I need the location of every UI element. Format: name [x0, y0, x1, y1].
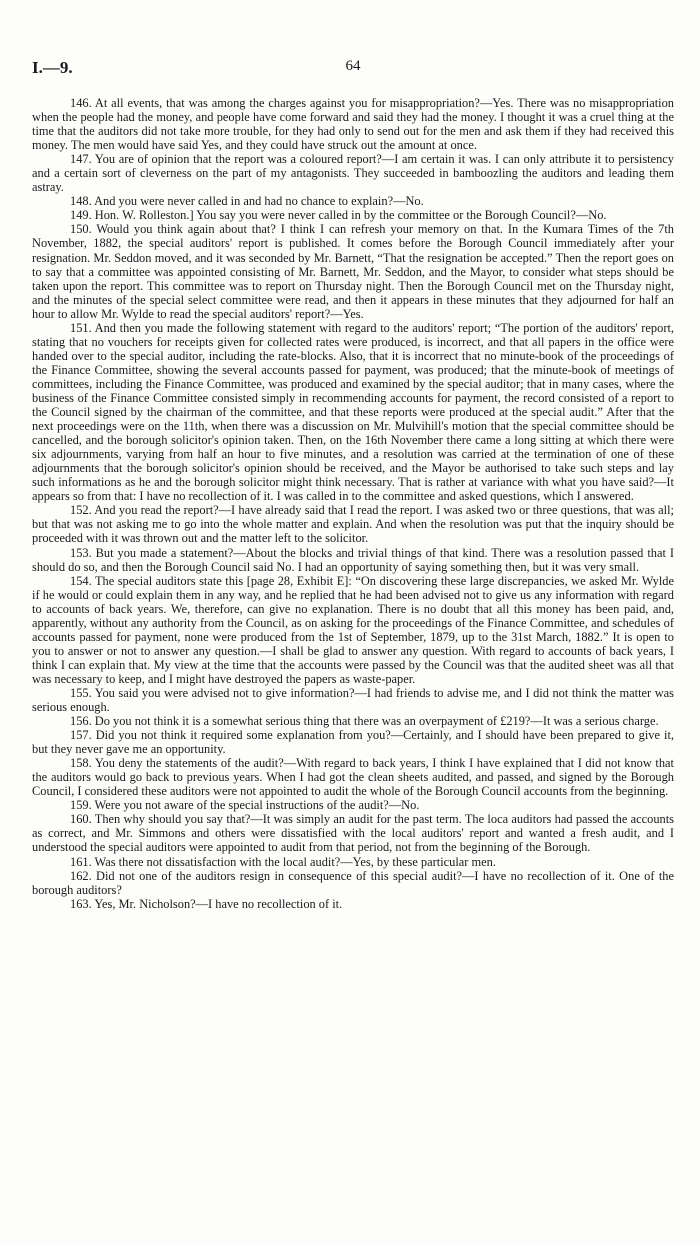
document-body: [32, 96, 674, 911]
page-number: 64: [345, 58, 361, 74]
paragraph-160: 160. Then why should you say that?—It was simply an audit for the past term. The loca auditors had passed the accounts as correct, and Mr. Simmons and others were dissatisfied with the local auditors' report and wanted a fresh audit, and I understood the special auditors were appointed to audit from that period, not from the beginning of the Borough.: [32, 812, 674, 855]
paragraph-146: 146. At all events, that was among the charges against you for misappropriation?—Yes. There was no misappropriation when the people had the money, and people have come forward and said they had the money. I thought it was a cruel thing at the time that the auditors did not take more trouble, for they had only to send out for the men and ask them if they had received this money. The men would have said Yes, and they could have struck out the amount at once.: [32, 96, 674, 153]
paragraph-153: 153. But you made a statement?—About the blocks and trivial things of that kind. There was a resolution passed that I should do so, and then the Borough Council said No. I had an opportunity of saying something then, but it was very small.: [32, 545, 674, 574]
paragraph-154: 154. The special auditors state this [page 28, Exhibit E]: “On discovering these large discrepancies, we asked Mr. Wylde if he would or could explain them in any way, and he replied that he had been advised not to give us any information with regard to accounts of back years. We, therefore, can give no explanation. There is no doubt that all this money has been paid, and, apparently, without any authority from the Council, as on asking for the proceedings of the Finance Committee, and schedules of accounts passed for payment, none were produced from the 1st of September, 1879, up to the 31st March, 1882.” It is open to you to answer or not to answer any question.—I shall be glad to answer any question. With regard to accounts of back years, I think I can explain that. My view at the time that the accounts were passed by the Council was that the audited sheet was all that was necessary to keep, and I might have destroyed the papers as waste-paper.: [32, 573, 674, 686]
paragraph-156: 156. Do you not think it is a somewhat serious thing that there was an overpayment of £219?—It was a serious charge.: [70, 714, 659, 729]
paragraph-152: 152. And you read the report?—I have already said that I read the report. I was asked two or three questions, that was all; but that was not asking me to go into the whole matter and explain. And when the resolution was put that the inquiry should be proceeded with it was thrown out and the matter left to the solicitor.: [32, 503, 674, 546]
paragraph-148: 148. And you were never called in and had no chance to explain?—No.: [70, 194, 424, 209]
paragraph-147: 147. You are of opinion that the report was a coloured report?—I am certain it was. I can only attribute it to persistency and a certain sort of cleverness on the part of my antagonists. They succeeded in bamboozling the auditors and leading them astray.: [32, 152, 674, 195]
paragraph-151: 151. And then you made the following statement with regard to the auditors' report; “The portion of the auditors' report, stating that no vouchers for receipts given for collected rates were produced, is incorrect, and that all papers in the office were handed over to the special auditor, including the rate-blocks. Also, that it is incorrect that no minute-book of the proceedings of the Finance Committee, showing the several accounts passed for payment, was produced; that the minute-book of meetings of committees, including the Finance Committee, was produced and examined by the special auditor; that in many cases, where the business of the Finance Committee consisted simply in recommending accounts for payment, the record consisted of a report to the Council signed by the chairman of the committee, and that these reports were produced at the special audit.” After that the next proceedings were on the 11th, when there was a discussion on Mr. Mulvihill's motion that the special committee should be cancelled, and the borough solicitor's opinion taken. Then, on the 16th November there came a long sitting at which there were six adjournments, varying from half an hour to five minutes, and a resolution was carried at the termination of one of these adjournments that the borough solicitor's opinion should be received, and the Mayor be authorised to take such steps and lay such informations as he and the borough solicitor might think necessary. That is rather at variance with what you have said?—It appears so from that: I have no recollection of it. I was called in to the committee and asked questions, which I answered.: [32, 320, 674, 504]
paragraph-163: 163. Yes, Mr. Nicholson?—I have no recollection of it.: [70, 896, 343, 911]
paragraph-157: 157. Did you not think it required some explanation from you?—Certainly, and I should have been prepared to give it, but they never gave me an opportunity.: [32, 728, 674, 757]
paragraph-158: 158. You deny the statements of the audit?—With regard to back years, I think I have explained that I did not know that the auditors would go back to previous years. When I had got the clean sheets audited, and passed, and signed by the Borough Council, I considered these auditors were not appointed to audit the whole of the Borough Council accounts from the beginning.: [32, 756, 674, 799]
page-reference: I.—9.: [32, 58, 73, 77]
paragraph-155: 155. You said you were advised not to give information?—I had friends to advise me, and I did not think the matter was serious enough.: [32, 685, 674, 715]
paragraph-161: 161. Was there not dissatisfaction with the local audit?—Yes, by these particular men.: [70, 854, 496, 869]
paragraph-149: 149. Hon. W. Rolleston.] You say you were never called in by the committee or the Borough Council?—No.: [70, 208, 607, 223]
paragraph-150: 150. Would you think again about that? I think I can refresh your memory on that. In the Kumara Times of the 7th November, 1882, the special auditors' report is published. It comes before the Borough Council immediately after your resignation. Mr. Seddon moved, and it was seconded by Mr. Barnett, “That the resignation be accepted.” Then the report goes on to say that a committee was appointed consisting of Mr. Barnett, Mr. Seddon, and the Mayor, to consider what steps should be taken upon the report. This committee was to report on Thursday night. Then the Borough Council met on the Thursday night, and the minutes of the special select committee were read, and then it appears in these minutes that they adjourned for half an hour to allow Mr. Wylde to read the special auditors' report?—Yes.: [32, 222, 674, 321]
page-header: [32, 58, 674, 78]
paragraph-162: 162. Did not one of the auditors resign in consequence of this special audit?—I have no recollection of it. One of the borough auditors?: [32, 868, 674, 897]
paragraph-159: 159. Were you not aware of the special instructions of the audit?—No.: [70, 798, 420, 813]
